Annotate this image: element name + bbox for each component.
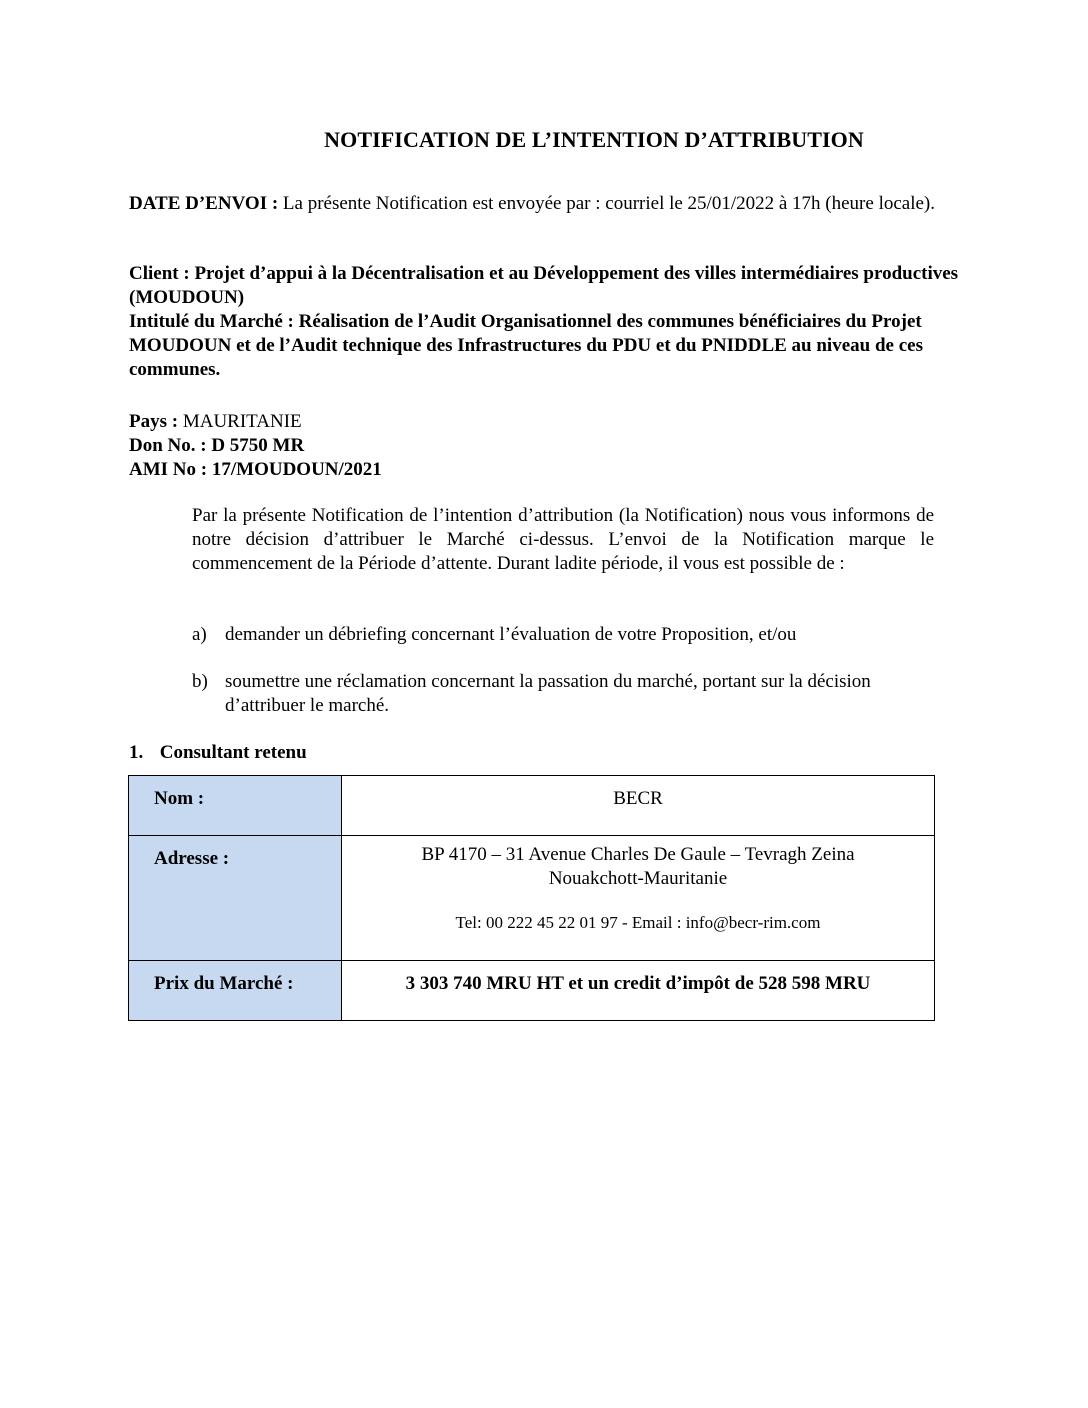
section-number: 1. — [129, 742, 144, 763]
ami-value — [201, 459, 382, 480]
table-row — [129, 836, 935, 961]
address-line: BP 4170 – 31 Avenue Charles De Gaule – Tevragh Zeina — [421, 844, 855, 865]
prix-label-cell: Prix du Marché : — [129, 961, 342, 1021]
date-label: DATE D’ENVOI : — [129, 193, 279, 214]
date-paragraph — [129, 192, 961, 216]
intro-paragraph: Par la présente Notification de l’intention d’attribution (la Notification) nous vous informons de notre décision d’attribuer le Marché ci-dessus. L’envoi de la Notification marque le commencement de la Période d’attente. Durant ladite période, il vous est possible de : — [192, 505, 934, 574]
reference-block — [129, 410, 961, 482]
marche-label: Intitulé du Marché : — [129, 311, 294, 332]
pays-label: Pays : — [129, 411, 179, 432]
pays-line — [129, 410, 961, 434]
adresse-value-cell — [342, 836, 935, 961]
client-label: Client : — [129, 263, 190, 284]
client-block — [129, 262, 961, 382]
nom-label-cell: Nom : — [129, 776, 342, 836]
pays-value: MAURITANIE — [182, 411, 302, 432]
ami-value-text: : 17/MOUDOUN/2021 — [200, 459, 382, 480]
prix-value-cell: 3 303 740 MRU HT et un credit d’impôt de 528 598 MRU — [342, 961, 935, 1021]
document-title: NOTIFICATION DE L’INTENTION D’ATTRIBUTION — [324, 127, 864, 152]
ami-line — [129, 458, 961, 482]
table-row — [129, 776, 935, 836]
address-line: Nouakchott-Mauritanie — [548, 868, 728, 889]
contact-line: Tel: 00 222 45 22 01 97 - Email : info@becr-rim.com — [455, 913, 821, 932]
adresse-label-cell: Adresse : — [129, 836, 342, 961]
date-text: La présente Notification est envoyée par : courriel le 25/01/2022 à 17h (heure locale). — [282, 193, 935, 214]
client-text: Projet d’appui à la Décentralisation et au Développement des villes intermédiaires productives (MOUDOUN) — [129, 263, 959, 308]
ami-label: AMI No — [129, 459, 197, 480]
section-title: Consultant retenu — [159, 742, 307, 763]
consultant-table — [128, 775, 935, 1021]
option-text: soumettre une réclamation concernant la passation du marché, portant sur la décision d’attribuer le marché. — [225, 671, 871, 716]
nom-value-cell: BECR — [342, 776, 935, 836]
marche-line — [129, 310, 961, 382]
don-line: Don No. : D 5750 MR — [129, 435, 305, 456]
client-line — [129, 262, 961, 310]
marche-text: Réalisation de l’Audit Organisationnel des communes bénéficiaires du Projet MOUDOUN et de l’Audit technique des Infrastructures du PDU et du PNIDDLE au niveau de ces communes. — [129, 311, 923, 380]
option-letter: b) — [192, 671, 208, 692]
section-heading — [129, 741, 307, 765]
option-letter: a) — [192, 624, 207, 645]
table-row — [129, 961, 935, 1021]
option-text: demander un débriefing concernant l’évaluation de votre Proposition, et/ou — [225, 624, 797, 645]
